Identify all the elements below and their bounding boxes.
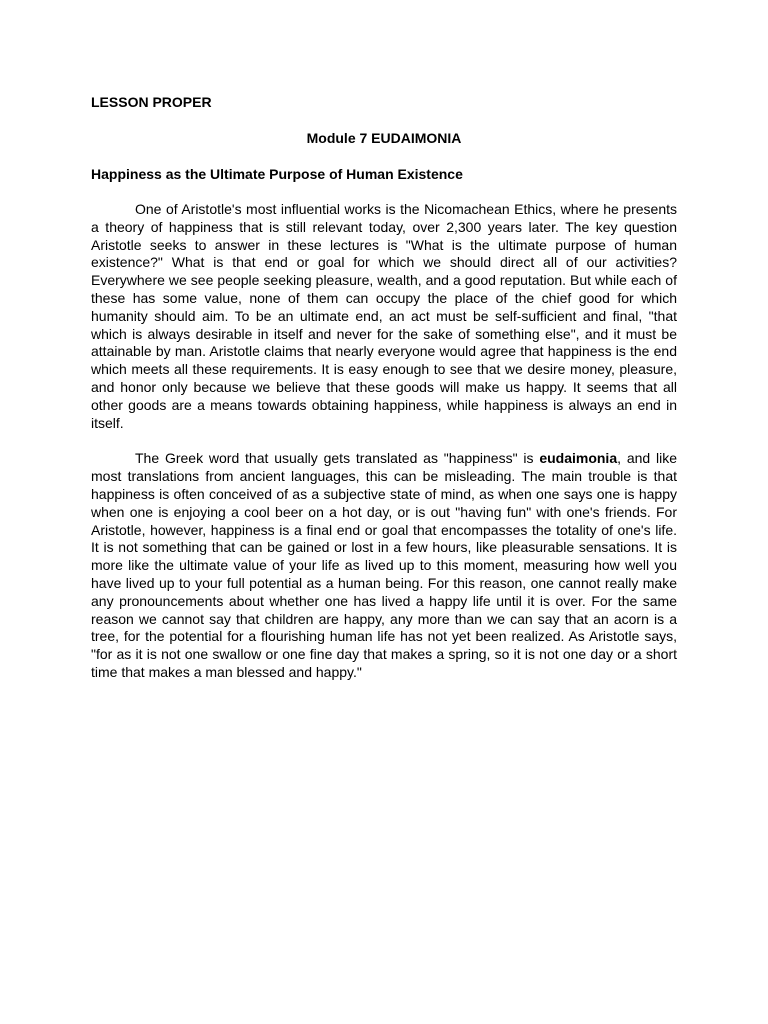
document-page [91,93,677,682]
paragraph-1: One of Aristotle's most influential works is the Nicomachean Ethics, where he presents a theory of happiness that is still relevant today, over 2,300 years later. The key question Aristotle seeks to answer in these lectures is "What is the ultimate purpose of human existence?" What is that end or goal for which we should direct all of our activities? Everywhere we see people seeking pleasure, wealth, and a good reputation. But while each of these has some value, none of them can occupy the place of the chief good for which humanity should aim. To be an ultimate end, an act must be self-sufficient and final, "that which is always desirable in itself and never for the sake of something else", and it must be attainable by man. Aristotle claims that nearly everyone would agree that happiness is the end which meets all these requirements. It is easy enough to see that we desire money, pleasure, and honor only because we believe that these goods will make us happy. It seems that all other goods are a means towards obtaining happiness, while happiness is always an end in itself. [91,201,677,431]
lesson-heading: LESSON PROPER [91,94,212,110]
paragraph-2-term: eudaimonia [539,450,618,467]
module-title: Module 7 EUDAIMONIA [306,130,462,146]
paragraph-2-rest: , and like most translations from ancient languages, this can be misleading. The main trouble is that happiness is often conceived of as a subjective state of mind, as when one says one is happy when one is enjoying a cool beer on a hot day, or is out "having fun" with one's friends. For Aristotle, however, happiness is a final end or goal that encompasses the totality of one's life. It is not something that can be gained or lost in a few hours, like pleasurable sensations. It is more like the ultimate value of your life as lived up to this moment, measuring how well you have lived up to your full potential as a human being. For this reason, one cannot really make any pronouncements about whether one has lived a happy life until it is over. For the same reason we cannot say that children are happy, any more than we can say that an acorn is a tree, for the potential for a flourishing human life has not yet been realized. As Aristotle says, "for as it is not one swallow or one fine day that makes a spring, so it is not one day or a short time that makes a man blessed and happy." [91,450,677,680]
paragraph-2-lead: The Greek word that usually gets translated as "happiness" is [135,450,540,467]
section-title: Happiness as the Ultimate Purpose of Human Existence [91,166,463,182]
paragraph-2 [91,450,677,681]
